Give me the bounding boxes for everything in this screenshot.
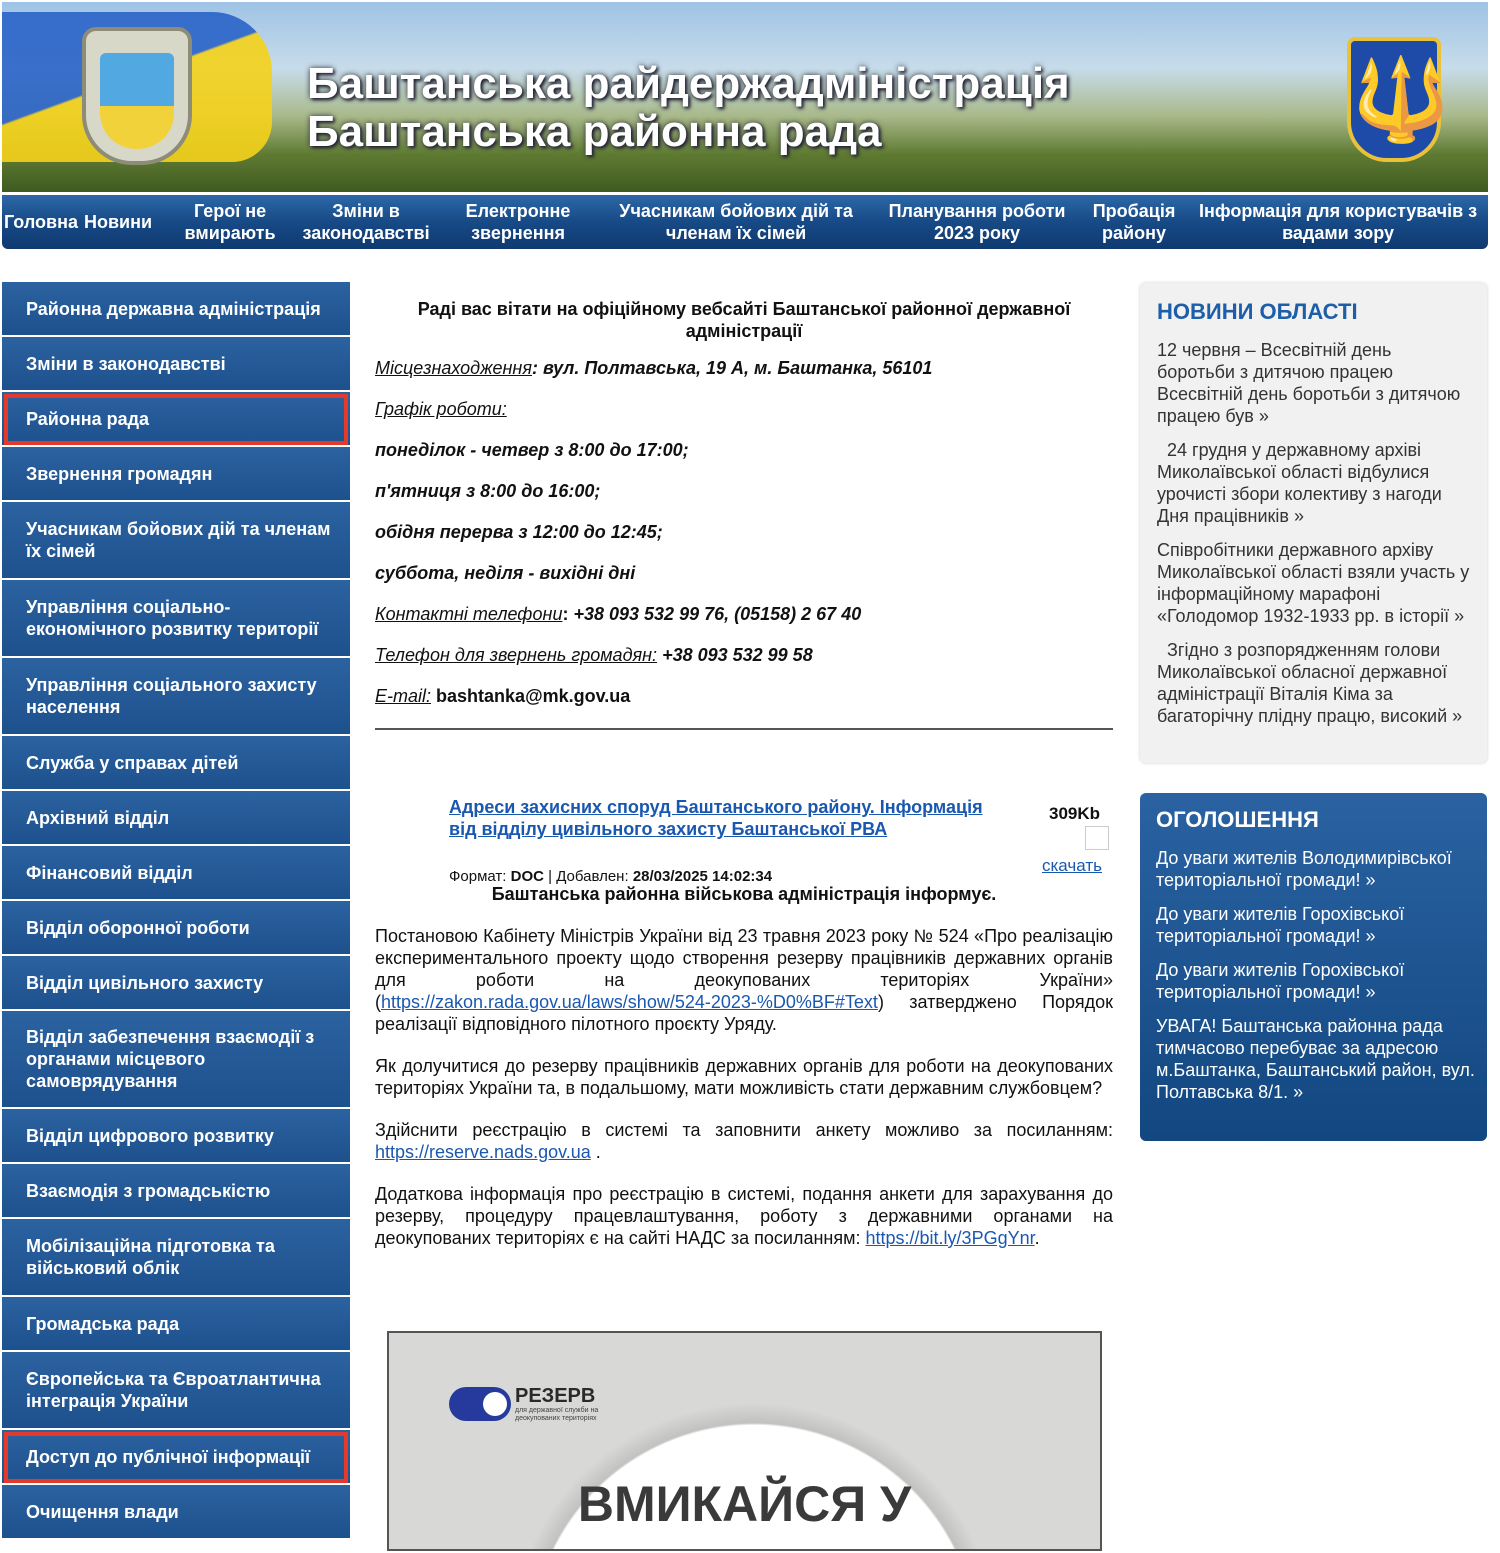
sidebar-menu <box>2 282 350 1540</box>
sidebar-item[interactable]: Відділ оборонної роботи <box>2 901 350 956</box>
nav-veterans[interactable]: Учасникам бойових дій та членам їх сімей <box>619 201 853 243</box>
paragraph: Як долучитися до резерву працівників державних органів для роботи на деокупованих територіях України та, в подальшому, мати можливість стати державним службовцем? <box>375 1056 1113 1098</box>
right-column <box>1140 283 1487 1141</box>
document-link[interactable]: Адреси захисних споруд Баштанського району. Інформація від відділу цивільного захисту Баштанської РВА <box>449 797 983 839</box>
sidebar-item[interactable]: Звернення громадян <box>2 447 350 502</box>
schedule-label: Графік роботи: <box>375 399 507 419</box>
news-item[interactable]: Співробітники державного архіву Миколаївської області взяли участь у інформаційному марафоні «Голодомор 1932-1933 рр. в історії » <box>1157 540 1470 626</box>
announcement-item[interactable]: УВАГА! Баштанська районна рада тимчасово перебуває за адресою м.Баштанка, Баштанський район, вул. Полтавська 8/1. » <box>1156 1016 1475 1102</box>
schedule-line: п'ятниця з 8:00 до 16:00; <box>375 481 601 501</box>
site-title: Баштанська райдержадміністрація Баштанська районна рада <box>307 59 1070 156</box>
paragraph: Здійснити реєстрацію в системі та заповнити анкету можливо за посиланням: https://reserve.nads.gov.ua . <box>375 1120 1113 1162</box>
paragraph: Постановою Кабінету Міністрів України від 23 травня 2023 року № 524 «Про реалізацію експериментального проекту щодо створення резерву працівників державних органів для роботи на деокупованих територіях України» (https://zakon.rada.gov.ua/laws/show/524-2023-%D0%BF#Text) затверджено Порядок реалізації відповідного пілотного проєкту Уряду. <box>375 926 1113 1034</box>
site-header <box>2 2 1488 192</box>
schedule-line: понеділок - четвер з 8:00 до 17:00; <box>375 440 689 460</box>
section-heading: Баштанська районна військова адміністрація інформує. <box>491 884 997 904</box>
nav-planning[interactable]: Планування роботи 2023 року <box>888 201 1066 243</box>
file-size: 309Kb <box>1049 804 1101 823</box>
district-emblem <box>82 27 192 165</box>
sidebar-item[interactable]: Очищення влади <box>2 1485 350 1540</box>
paragraph: Додаткова інформація про реєстрацію в системі, подання анкети для зарахування до резерву, процедуру працевлаштування, роботу з державними органами на деокупованих територіях є на сайті НАДС за посиланням: https://bit.ly/3PGgYnr. <box>375 1184 1113 1248</box>
citizens-phone: Телефон для звернень громадян: +38 093 532 99 58 <box>375 645 813 665</box>
main-content <box>375 298 1113 1249</box>
sidebar-item[interactable]: Управління соціального захисту населення <box>2 658 350 736</box>
nav-news[interactable]: Новини <box>84 212 153 232</box>
nav-e-appeal[interactable]: Електронне звернення <box>465 201 571 243</box>
announcement-item[interactable]: До уваги жителів Горохівської територіальної громади! » <box>1156 960 1405 1002</box>
news-item[interactable]: Згідно з розпорядженням голови Миколаївської обласної державної адміністрації Віталія Кіма за багаторічну плідну працю, високий » <box>1157 640 1463 726</box>
nads-link[interactable]: https://bit.ly/3PGgYnr <box>865 1228 1035 1248</box>
nav-accessibility[interactable]: Інформація для користувачів з вадами зору <box>1198 201 1478 243</box>
banner-text: ВМИКАЙСЯ У <box>577 1476 912 1532</box>
file-icon <box>1085 826 1109 850</box>
announcement-item[interactable]: До уваги жителів Горохівської територіальної громади! » <box>1156 904 1405 946</box>
document-item: Адреси захисних споруд Баштанського району. Інформація від відділу цивільного захисту Баштанської РВА Формат: DOC | Добавлен: 28/03/2025 14:02:34 309Kb скачать <box>375 730 1113 880</box>
reserve-link[interactable]: https://reserve.nads.gov.ua <box>375 1142 591 1162</box>
sidebar-item[interactable]: Європейська та Євроатлантична інтеграція України <box>2 1352 350 1430</box>
sidebar-item[interactable]: Районна державна адміністрація <box>2 282 350 337</box>
sidebar-item[interactable]: Відділ цифрового розвитку <box>2 1109 350 1164</box>
main-nav <box>2 195 1488 249</box>
sidebar-item[interactable]: Архівний відділ <box>2 791 350 846</box>
sidebar-item[interactable]: Відділ забезпечення взаємодії з органами місцевого самоврядування <box>2 1011 350 1109</box>
trident-emblem-icon: 🔱 <box>1347 37 1441 162</box>
nav-probation[interactable]: Пробація району <box>1092 201 1176 243</box>
nav-legislation[interactable]: Зміни в законодавстві <box>302 201 430 243</box>
reserve-banner[interactable]: РЕЗЕРВ для державної служби на деокупованих територіях ВМИКАЙСЯ У <box>387 1331 1102 1551</box>
announcements: ОГОЛОШЕННЯ До уваги жителів Володимирівської територіальної громади! » До уваги жителів Горохівської територіальної громади! » До уваги жителів Горохівської територіальної громади! » УВАГА! Баштанська районна рада тимчасово перебуває за адресою м.Баштанка, Баштанський район, вул. Полтавська 8/1. » <box>1140 793 1487 1141</box>
welcome-heading: Раді вас вітати на офіційному вебсайті Баштанської районної державної адміністрації <box>417 299 1071 341</box>
zakon-link[interactable]: https://zakon.rada.gov.ua/laws/show/524-2023-%D0%BF#Text <box>381 992 878 1012</box>
sidebar-item[interactable]: Зміни в законодавстві <box>2 337 350 392</box>
sidebar-item[interactable]: Служба у справах дітей <box>2 736 350 791</box>
location: Місцезнаходження: вул. Полтавська, 19 А, м. Баштанка, 56101 <box>375 358 933 378</box>
sidebar-item[interactable]: Відділ цивільного захисту <box>2 956 350 1011</box>
sidebar-item[interactable]: Управління соціально-економічного розвитку території <box>2 580 350 658</box>
sidebar-item[interactable]: Доступ до публічної інформації <box>2 1430 350 1485</box>
news-item[interactable]: 24 грудня у державному архіві Миколаївської області відбулися урочисті збори колективу з нагоди Дня працівників » <box>1157 440 1442 526</box>
phones: Контактні телефони: +38 093 532 99 76, (05158) 2 67 40 <box>375 604 862 624</box>
sidebar-item[interactable]: Учасникам бойових дій та членам їх сімей <box>2 502 350 580</box>
schedule-line: суббота, неділя - вихідні дні <box>375 563 636 583</box>
nav-home[interactable]: Головна <box>4 212 78 232</box>
banner-logo: РЕЗЕРВ <box>515 1385 596 1407</box>
sidebar-item[interactable]: Взаємодія з громадськістю <box>2 1164 350 1219</box>
sidebar-item[interactable]: Мобілізаційна підготовка та військовий облік <box>2 1219 350 1297</box>
regional-news: НОВИНИ ОБЛАСТІ 12 червня – Всесвітній день боротьби з дитячою працею Всесвітній день боротьби з дитячою працею був » 24 грудня у державному архіві Миколаївської області відбулися урочисті збори колективу з нагоди Дня працівників » Співробітники державного архіву Миколаївської області взяли участь у інформаційному марафоні «Голодомор 1932-1933 рр. в історії » Згідно з розпорядженням голови Миколаївської обласної державної адміністрації Віталія Кіма за багаторічну плідну працю, високий » <box>1140 283 1487 763</box>
download-link[interactable]: скачать <box>1042 856 1102 875</box>
schedule-line: обідня перерва з 12:00 до 12:45; <box>375 522 663 542</box>
sidebar-item[interactable]: Фінансовий відділ <box>2 846 350 901</box>
toggle-logo-icon <box>449 1387 511 1421</box>
news-item[interactable]: 12 червня – Всесвітній день боротьби з дитячою працею Всесвітній день боротьби з дитячою працею був » <box>1157 340 1461 426</box>
sidebar-item[interactable]: Громадська рада <box>2 1297 350 1352</box>
sidebar-item[interactable]: Районна рада <box>2 392 350 447</box>
email: E-mail: bashtanka@mk.gov.ua <box>375 686 631 706</box>
announcement-item[interactable]: До уваги жителів Володимирівської територіальної громади! » <box>1156 848 1452 890</box>
nav-heroes[interactable]: Герої не вмирають <box>184 201 276 243</box>
